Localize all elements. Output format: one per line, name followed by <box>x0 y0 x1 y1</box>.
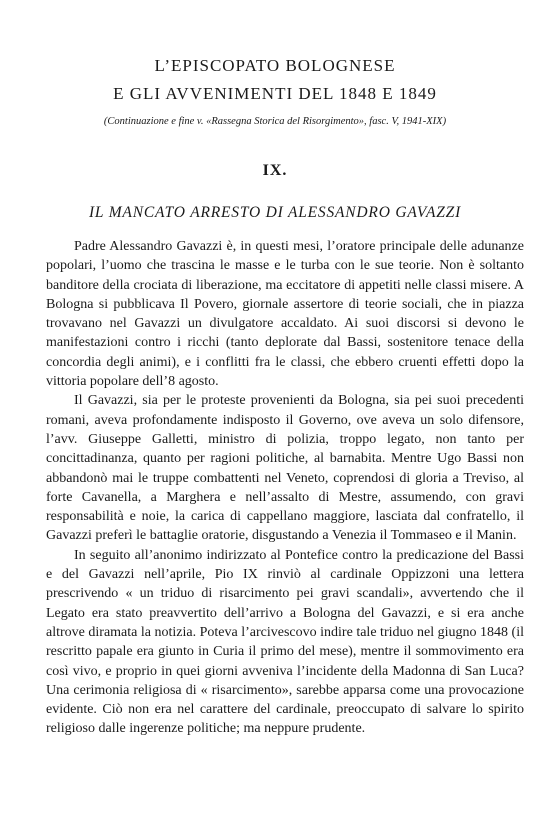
continuation-note: (Continuazione e fine v. «Rassegna Storica del Risorgimento», fasc. V, 1941-XIX) <box>103 116 447 127</box>
section-title: IL MANCATO ARRESTO DI ALESSANDRO GAVAZZI <box>88 204 462 221</box>
article-title-line2: E GLI AVVENIMENTI DEL 1848 E 1849 <box>113 84 437 103</box>
paragraph: Padre Alessandro Gavazzi è, in questi mesi, l’oratore principale delle adunanze popolari, l’uomo che trascina le masse e le turba con le sue teorie. Non è soltanto banditore della crociata di liberazione, ma eccitatore di appetiti nelle classi misere. A Bologna si pubblicava Il Povero, giornale assertore di teorie sociali, che in piazza trovavano nel Gavazzi un divulgatore accaldato. Ai suoi discorsi si devono le manifestazioni contro i ricchi (tanto deplorate dal Bassi, sostenitore tenace della concordia degli animi), e i conflitti fra le classi, che ebbero cruenti effetti dopo la vittoria popolare dell’8 agosto. <box>46 239 524 390</box>
section-number: IX. <box>262 162 288 179</box>
article-title-line1: L’EPISCOPATO BOLOGNESE <box>154 56 396 75</box>
body-text <box>46 237 524 739</box>
paragraph: Il Gavazzi, sia per le proteste provenienti da Bologna, sia pei suoi precedenti romani, aveva profondamente indisposto il Governo, ove aveva un solo difensore, l’avv. Giuseppe Galletti, ministro di polizia, troppo legato, non tanto per concittadinanza, quanto per ragioni politiche, al barnabita. Mentre Ugo Bassi non abbandonò mai le truppe combattenti nel Veneto, coprendosi di gloria a Treviso, al forte Cavanella, a Marghera e nell’assalto di Mestre, assumendo, con gravi responsabilità e noie, la carica di cappellano maggiore, lasciata dal confratello, il Gavazzi preferì le battaglie oratorie, disgustando a Venezia il Tommaseo e il Manin. <box>46 393 524 544</box>
paragraph: In seguito all’anonimo indirizzato al Pontefice contro la predicazione del Bassi e del Gavazzi nell’aprile, Pio IX rinviò al cardinale Oppizzoni una lettera prescrivendo « un triduo di risarcimento pei gravi scandali», avvertendo che il Legato era stato preavvertito dell’arrivo a Bologna del Gavazzi, e si era anche altrove diramata la notizia. Poteva l’arcivescovo indire tale triduo nel giugno 1848 (il rescritto papale era giunto in Curia il primo del mese), mentre il sommovimento era così vivo, e proprio in quei giorni avveniva l’incidente della Madonna di San Luca? Una cerimonia religiosa di « risarcimento», sarebbe apparsa come una provocazione evidente. Ciò non era nel carattere del cardinale, preoccupato di salvare lo spirito religioso dalle ingerenze politiche; ma neppure prudente. <box>46 547 524 737</box>
